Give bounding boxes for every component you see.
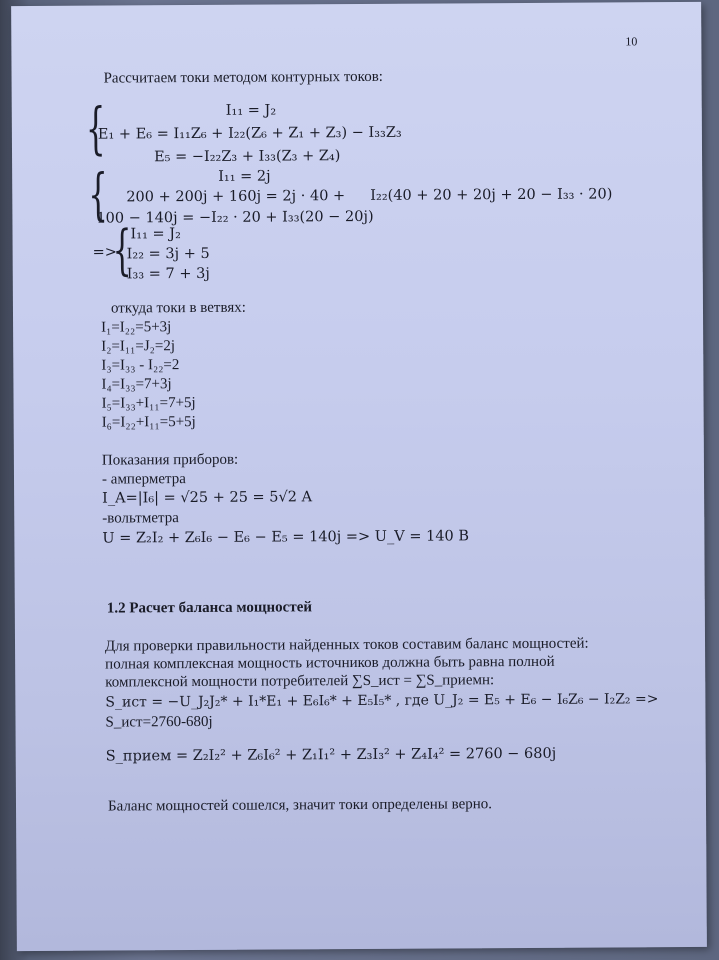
equation-line: E₁ + E₆ = I₁₁Z₆ + I₂₂(Z₆ + Z₁ + Z₃) − I₃₃Z₃ <box>97 124 402 143</box>
voltmeter-label: -вольтметра <box>102 510 179 527</box>
branch-current: I₅=I₃₃+I₁₁=7+5j <box>101 394 196 412</box>
branch-intro: откуда токи в ветвях: <box>110 299 246 317</box>
paragraph-line: Для проверки правильности найденных токов составим баланс мощностей: <box>104 635 589 655</box>
source-power-formula: S_ист = −U_J₂J₂* + I₁*E₁ + E₆I₆* + E₅I₅* , где U_J₂ = E₅ + E₆ − I₆Z₆ − I₂Z₂ => <box>105 691 659 711</box>
equation-line: 100 − 140j = −I₂₂ · 20 + I₃₃(20 − 20j) <box>96 208 374 227</box>
branch-current: I₃=I₃₃ - I₂₂=2 <box>101 357 180 374</box>
equation-line: E₅ = −I₂₂Z₃ + I₃₃(Z₃ + Z₄) <box>153 148 341 166</box>
result-line: I₃₃ = 7 + 3j <box>126 265 210 283</box>
equation-line: 200 + 200j + 160j = 2j · 40 + <box>126 188 346 206</box>
system-brace: { <box>88 162 109 228</box>
equation-line: I₁₁ = J₂ <box>225 102 277 119</box>
voltmeter-formula: U = Z₂I₂ + Z₆I₆ − E₆ − E₅ = 140j => U_V = 140 B <box>102 528 470 547</box>
intro-text: Рассчитаем токи методом контурных токов: <box>103 68 383 87</box>
system-brace: { <box>85 96 106 162</box>
result-line: I₁₁ = J₂ <box>130 226 181 243</box>
instruments-title: Показания приборов: <box>101 451 239 469</box>
ammeter-label: - амперметра <box>101 471 186 488</box>
load-power-formula: S_прием = Z₂I₂² + Z₆I₆² + Z₁I₁² + Z₃I₃² + Z₄I₄² = 2760 − 680j <box>105 745 557 765</box>
branch-current: I₂=I₁₁=J₂=2j <box>101 338 176 355</box>
document-page <box>11 2 707 951</box>
equation-line: I₁₁ = 2j <box>218 168 271 185</box>
ammeter-formula: I_A=|I₆| = √25 + 25 = 5√2 A <box>102 489 313 507</box>
conclusion-text: Баланс мощностей сошелся, значит токи определены верно. <box>107 796 493 815</box>
equation-line: I₂₂(40 + 20 + 20j + 20 − I₃₃ · 20) <box>370 186 613 204</box>
paragraph-line: комплексной мощности потребителей ∑S_ист = ∑S_приемн: <box>105 672 495 691</box>
source-power-value: S_ист=2760-680j <box>105 713 213 731</box>
paragraph-line: полная комплексная мощность источников должна быть равна полной <box>105 653 555 673</box>
implies-arrow: => <box>92 244 117 261</box>
page-number: 10 <box>625 34 638 49</box>
result-line: I₂₂ = 3j + 5 <box>126 245 210 263</box>
section-heading: 1.2 Расчет баланса мощностей <box>106 599 313 617</box>
branch-current: I₄=I₃₃=7+3j <box>101 376 172 393</box>
branch-current: I₁=I₂₂=5+3j <box>101 319 172 336</box>
system-brace: { <box>112 218 132 282</box>
branch-current: I₆=I₂₂+I₁₁=5+5j <box>101 413 196 431</box>
